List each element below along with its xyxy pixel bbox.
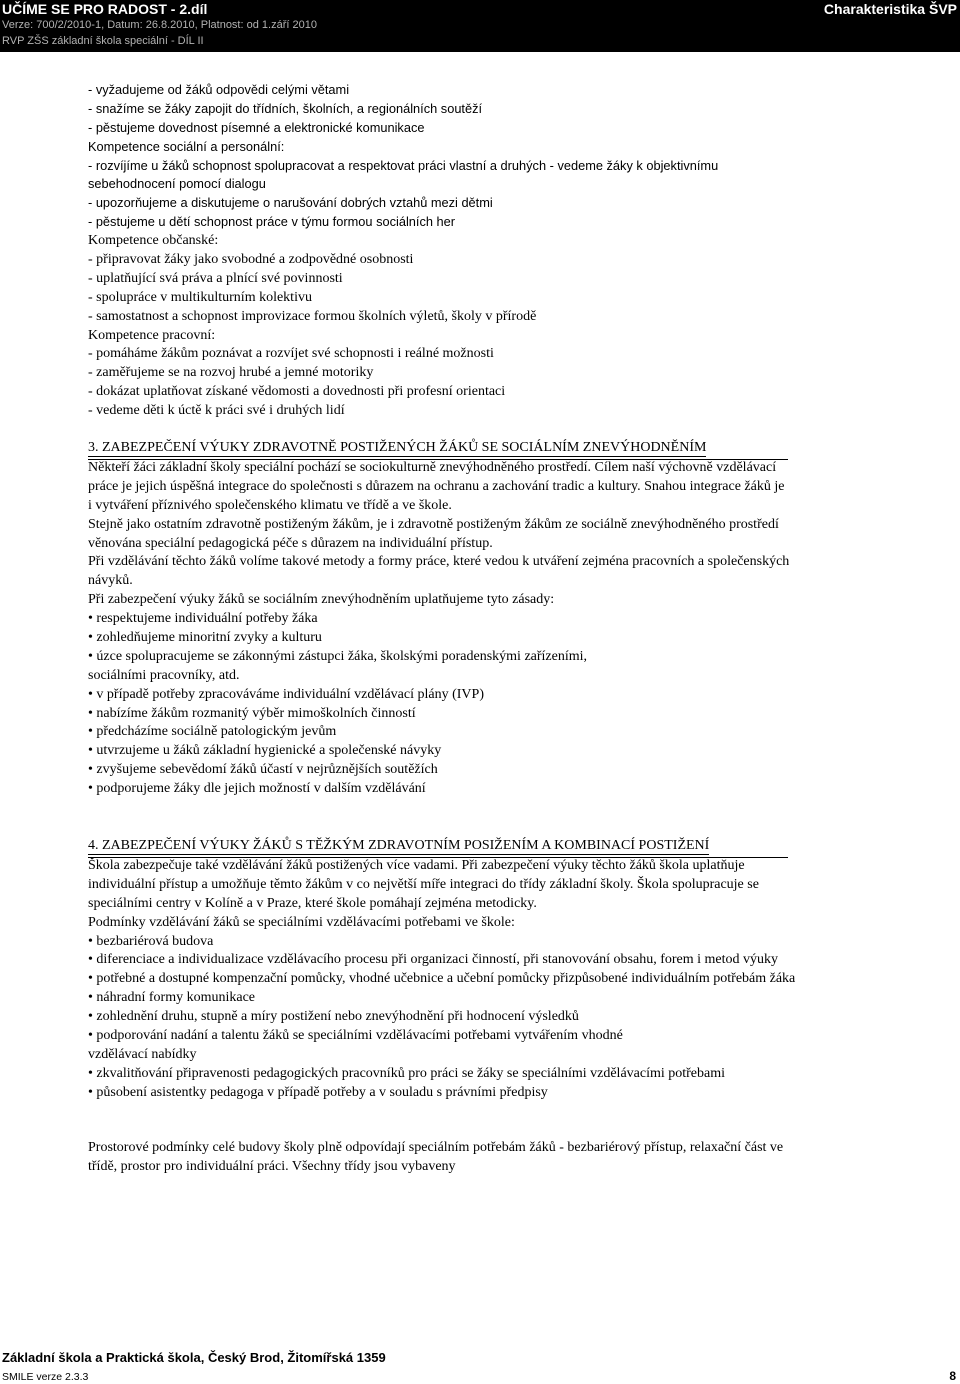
page-header: [0, 0, 960, 52]
footer-school-name: Základní škola a Praktická škola, Český Brod, Žitomířská 1359: [2, 1350, 386, 1365]
list-item: • podporování nadání a talentu žáků se speciálními vzdělávacími potřebami vytvářením vhodné: [88, 1028, 623, 1044]
text-line: - vyžadujeme od žáků odpovědi celými větami: [88, 82, 350, 97]
list-item-continuation: sociálními pracovníky, atd.: [88, 667, 240, 683]
list-item: • nabízíme žákům rozmanitý výběr mimoškolních činností: [88, 705, 416, 721]
list-item: • zohlednění druhu, stupně a míry postižení nebo znevýhodnění při hodnocení výsledků: [88, 1009, 579, 1025]
list-item: • potřebné a dostupné kompenzační pomůcky, vhodné učebnice a učební pomůcky přizpůsobené individuálním potřebám žáka: [88, 971, 796, 987]
text-line: - pěstujeme dovednost písemné a elektronické komunikace: [88, 119, 425, 135]
text-line: Kompetence občanské:: [88, 233, 219, 249]
text-line: - zaměřujeme se na rozvoj hrubé a jemné motoriky: [88, 365, 374, 381]
section-3-heading-text: 3. ZABEZPEČENÍ VÝUKY ZDRAVOTNĚ POSTIŽENÝCH ŽÁKŮ SE SOCIÁLNÍM ZNEVÝHODNĚNÍM: [88, 440, 707, 455]
list-item: • předcházíme sociálně patologickým jevům: [88, 724, 337, 740]
page-number: 8: [949, 1369, 956, 1383]
text-line: - spolupráce v multikulturním kolektivu: [88, 289, 312, 305]
text-line: Prostorové podmínky celé budovy školy plně odpovídají speciálním potřebám žáků - bezbariérový přístup, relaxační část ve: [88, 1140, 784, 1155]
section-title: Charakteristika ŠVP: [823, 1, 957, 17]
text-line: práce je jejich úspěšná integrace do společnosti s důrazem na ochranu a zachování tradic a kultury. Snahou integrace žáků je: [88, 478, 785, 494]
list-item: • podporujeme žáky dle jejich možností v dalším vzdělávání: [88, 781, 426, 797]
text-line: - upozorňujeme a diskutujeme o narušování dobrých vztahů mezi dětmi: [88, 195, 493, 211]
text-line: i vytváření příznivého společenského klimatu ve třídě a ve škole.: [88, 497, 452, 513]
section-4-heading-text: 4. ZABEZPEČENÍ VÝUKY ŽÁKŮ S TĚŽKÝM ZDRAVOTNÍM POSIŽENÍM A KOMBINACÍ POSTIŽENÍ: [88, 838, 710, 853]
text-line: - dokázat uplatňovat získané vědomosti a dovednosti při profesní orientaci: [88, 384, 506, 400]
text-line: - samostatnost a schopnost improvizace formou školních výletů, školy v přírodě: [88, 308, 537, 324]
list-item: • úzce spolupracujeme se zákonnými zástupci žáka, školskými poradenskými zařízeními,: [88, 648, 588, 664]
text-line: Při vzdělávání těchto žáků volíme takové metody a formy práce, které vedou k utváření zejména pracovních a společenských: [88, 554, 790, 570]
list-item: • náhradní formy komunikace: [88, 990, 256, 1006]
text-line: návyků.: [88, 573, 133, 589]
text-line: - připravovat žáky jako svobodné a zodpovědné osobnosti: [88, 252, 414, 268]
text-line: - snažíme se žáky zapojit do třídních, školních, a regionálních soutěží: [88, 100, 483, 116]
text-line: třídě, prostor pro individuální práci. Všechny třídy jsou vybaveny: [88, 1158, 456, 1174]
text-line: Škola zabezpečuje také vzdělávání žáků postižených více vadami. Při zabezpečení výuky těchto žáků škola uplatňuje: [88, 858, 745, 873]
closing-paragraph: [88, 1139, 958, 1177]
list-item: • působení asistentky pedagoga v případě potřeby a v souladu s právními předpisy: [88, 1084, 548, 1100]
text-line: Kompetence pracovní:: [88, 327, 216, 343]
list-item: • diferenciace a individualizace vzdělávacího procesu při organizaci činností, při stanovování obsahu, forem i metod výuky: [88, 952, 779, 968]
section-4-heading: [88, 837, 958, 855]
text-line: věnována speciální pedagogická péče s důrazem na individuální přístup.: [88, 535, 493, 551]
list-item: • bezbariérová budova: [88, 933, 214, 949]
list-item: • respektujeme individuální potřeby žáka: [88, 611, 318, 627]
list-item-continuation: vzdělávací nabídky: [88, 1046, 197, 1062]
section-3-body: [88, 459, 958, 799]
text-line: Při zabezpečení výuky žáků se sociálním znevýhodněním uplatňujeme tyto zásady:: [88, 592, 555, 608]
document-title: UČÍME SE PRO RADOST - 2.díl: [2, 1, 208, 17]
text-line: - rozvíjíme u žáků schopnost spolupracovat a respektovat práci vlastní a druhých - vedeme žáky k objektivnímu: [88, 157, 719, 173]
rvp-line: RVP ZŠS základní škola speciální - DÍL II: [2, 35, 204, 47]
text-line: Někteří žáci základní školy speciální pochází se sociokulturně znevýhodněného prostředí. Cílem naší výchovně vzdělávací: [88, 460, 777, 475]
list-item: • zvyšujeme sebevědomí žáků účastí v nejrůznějších soutěžích: [88, 762, 438, 778]
text-line: - uplatňující svá práva a plnící své povinnosti: [88, 270, 343, 286]
version-line: Verze: 700/2/2010-1, Datum: 26.8.2010, Platnost: od 1.září 2010: [2, 19, 317, 31]
text-line: speciálními centry v Kolíně a v Praze, které škole pomáhají zejména metodicky.: [88, 895, 537, 911]
list-item: • v případě potřeby zpracováváme individuální vzdělávací plány (IVP): [88, 686, 484, 702]
text-line: Podmínky vzdělávání žáků se speciálními vzdělávacími potřebami ve škole:: [88, 914, 515, 930]
text-line: - pomáháme žákům poznávat a rozvíjet své schopnosti i reálné možnosti: [88, 346, 494, 362]
text-line: Kompetence sociální a personální:: [88, 138, 285, 154]
list-item: • zkvalitňování připravenosti pedagogických pracovníků pro práci se žáky se speciálními vzdělávacími potřebami: [88, 1065, 726, 1081]
text-line: - vedeme děti k úctě k práci své i druhých lidí: [88, 403, 345, 419]
competences-block: [88, 81, 888, 421]
text-line: Stejně jako ostatním zdravotně postiženým žákům, je i zdravotně postiženým žákům ze sociálně znevýhodněného prostředí: [88, 516, 779, 532]
section-4-body: [88, 857, 958, 1103]
text-line: sebehodnocení pomocí dialogu: [88, 176, 266, 192]
section-3-heading: [88, 439, 958, 457]
footer-version: SMILE verze 2.3.3: [2, 1371, 89, 1383]
text-line: individuální přístup a umožňuje těmto žákům v co největší míře integraci do třídy základní školy. Škola spolupracuje se: [88, 876, 759, 892]
list-item: • utvrzujeme u žáků základní hygienické a společenské návyky: [88, 743, 442, 759]
list-item: • zohledňujeme minoritní zvyky a kulturu: [88, 630, 322, 646]
text-line: - pěstujeme u dětí schopnost práce v týmu formou sociálních her: [88, 214, 456, 230]
